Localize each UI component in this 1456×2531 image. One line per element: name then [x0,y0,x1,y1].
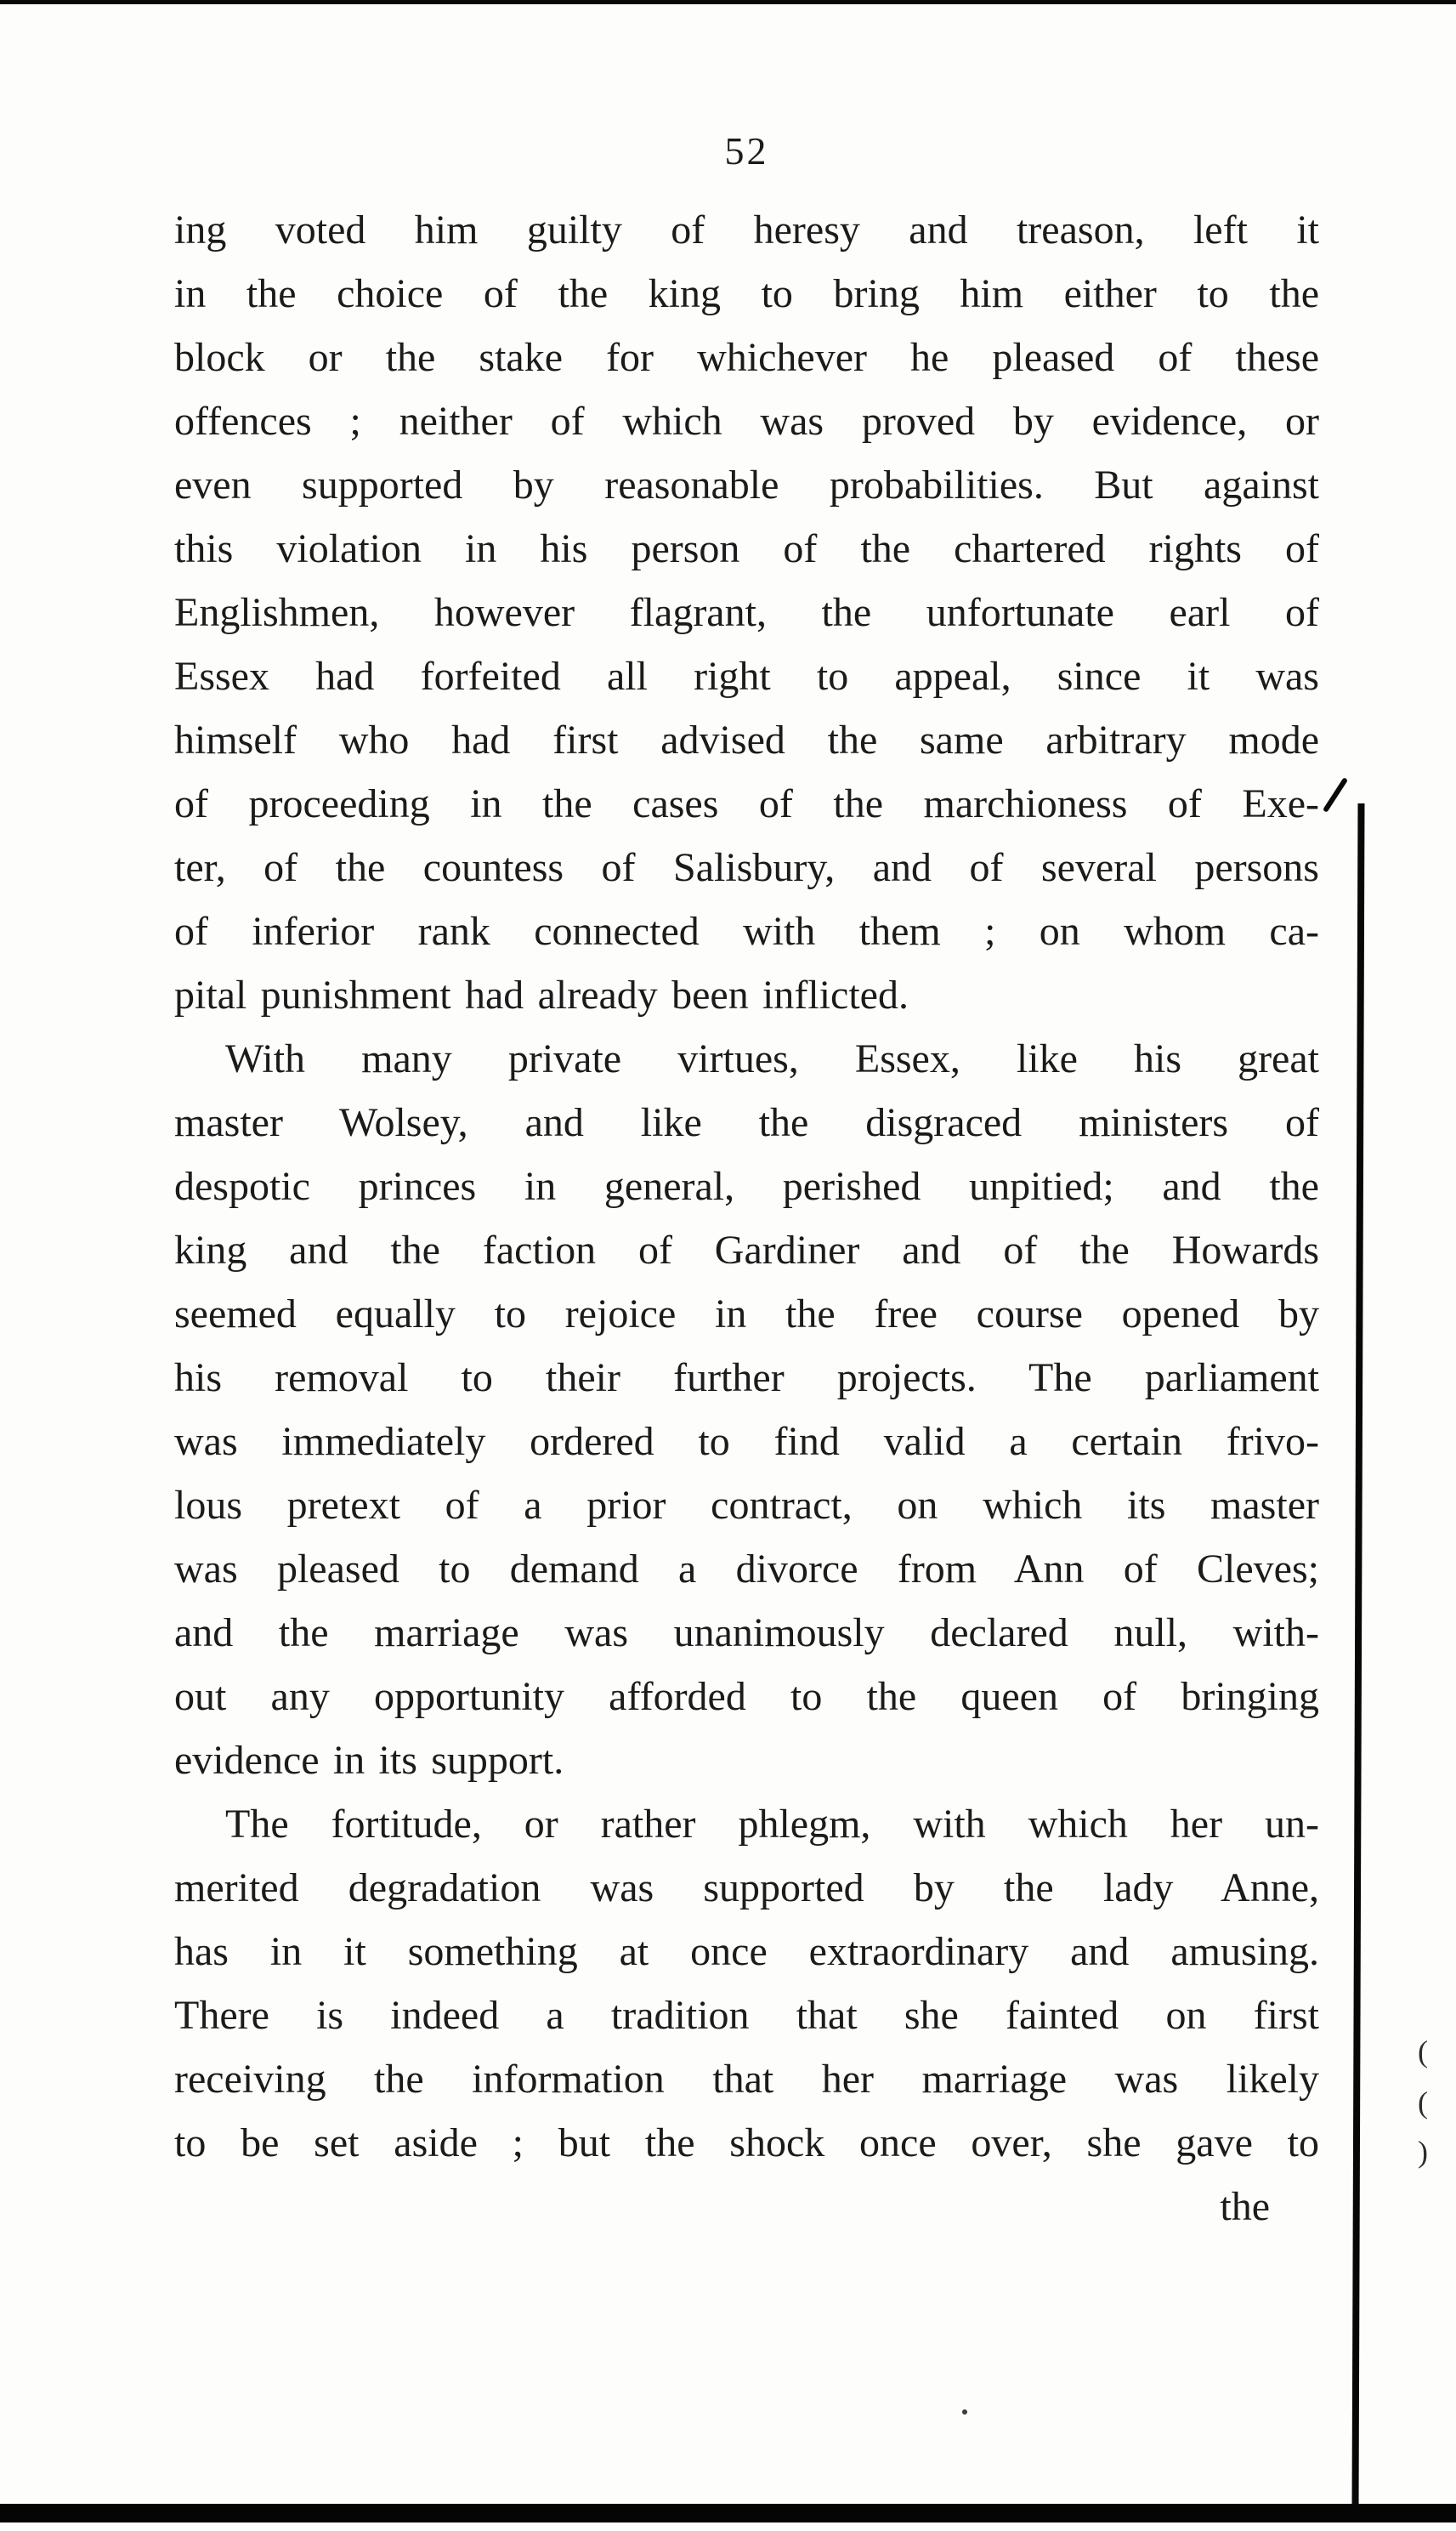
text-line: in the choice of the king to bring him either to the [174,271,1319,316]
text-line: merited degradation was supported by the lady Anne, [174,1865,1319,1910]
text-line: to be set aside ; but the shock once over, she gave to [174,2120,1319,2165]
text-line: out any opportunity afforded to the queen of bringing [174,1674,1319,1719]
margin-mark: ( [1418,2034,1428,2068]
ink-dot-artifact [962,2409,967,2415]
catchword: the [1220,2184,1270,2229]
text-line: With many private virtues, Essex, like his great [225,1036,1319,1081]
binding-shadow-line [1352,803,1365,2508]
text-line: of proceeding in the cases of the marchioness of Exe- [174,781,1319,826]
text-line: himself who had first advised the same arbitrary mode [174,718,1319,763]
text-line: his removal to their further projects. The parliament [174,1355,1319,1400]
text-line: even supported by reasonable probabilities. But against [174,463,1319,508]
text-line: despotic princes in general, perished unpitied; and the [174,1164,1319,1209]
scan-edge-bottom [0,2504,1456,2522]
text-line: was pleased to demand a divorce from Ann of Cleves; [174,1546,1319,1592]
scan-edge-top [0,0,1456,4]
text-line: and the marriage was unanimously declared null, with- [174,1610,1319,1655]
text-line: lous pretext of a prior contract, on which its master [174,1483,1319,1528]
margin-mark: ( [1418,2086,1428,2120]
text-line: ter, of the countess of Salisbury, and of several persons [174,845,1319,890]
text-block [174,198,1319,2175]
text-line: ing voted him guilty of heresy and treason, left it [174,207,1319,253]
binding-shadow-hook [1323,777,1348,813]
text-line: receiving the information that her marriage was likely [174,2057,1319,2102]
text-line: Essex had forfeited all right to appeal, since it was [174,654,1319,699]
text-line: has in it something at once extraordinary and amusing. [174,1929,1319,1974]
page-number: 52 [724,129,769,173]
text-line: seemed equally to rejoice in the free course opened by [174,1291,1319,1336]
text-line: evidence in its support. [174,1738,564,1783]
text-line: master Wolsey, and like the disgraced ministers of [174,1100,1319,1145]
text-line: pital punishment had already been inflicted. [174,973,909,1018]
margin-mark: ) [1418,2135,1428,2169]
text-line: king and the faction of Gardiner and of the Howards [174,1228,1319,1273]
text-line: There is indeed a tradition that she fainted on first [174,1993,1319,2038]
text-line: offences ; neither of which was proved by evidence, or [174,399,1319,444]
text-line: The fortitude, or rather phlegm, with which her un- [225,1802,1319,1847]
text-line: was immediately ordered to find valid a certain frivo- [174,1419,1319,1464]
text-line: block or the stake for whichever he pleased of these [174,335,1319,380]
text-line: of inferior rank connected with them ; on whom ca- [174,909,1319,954]
text-area [174,126,1319,2239]
text-line: Englishmen, however flagrant, the unfortunate earl of [174,590,1319,635]
text-line: this violation in his person of the chartered rights of [174,526,1319,571]
